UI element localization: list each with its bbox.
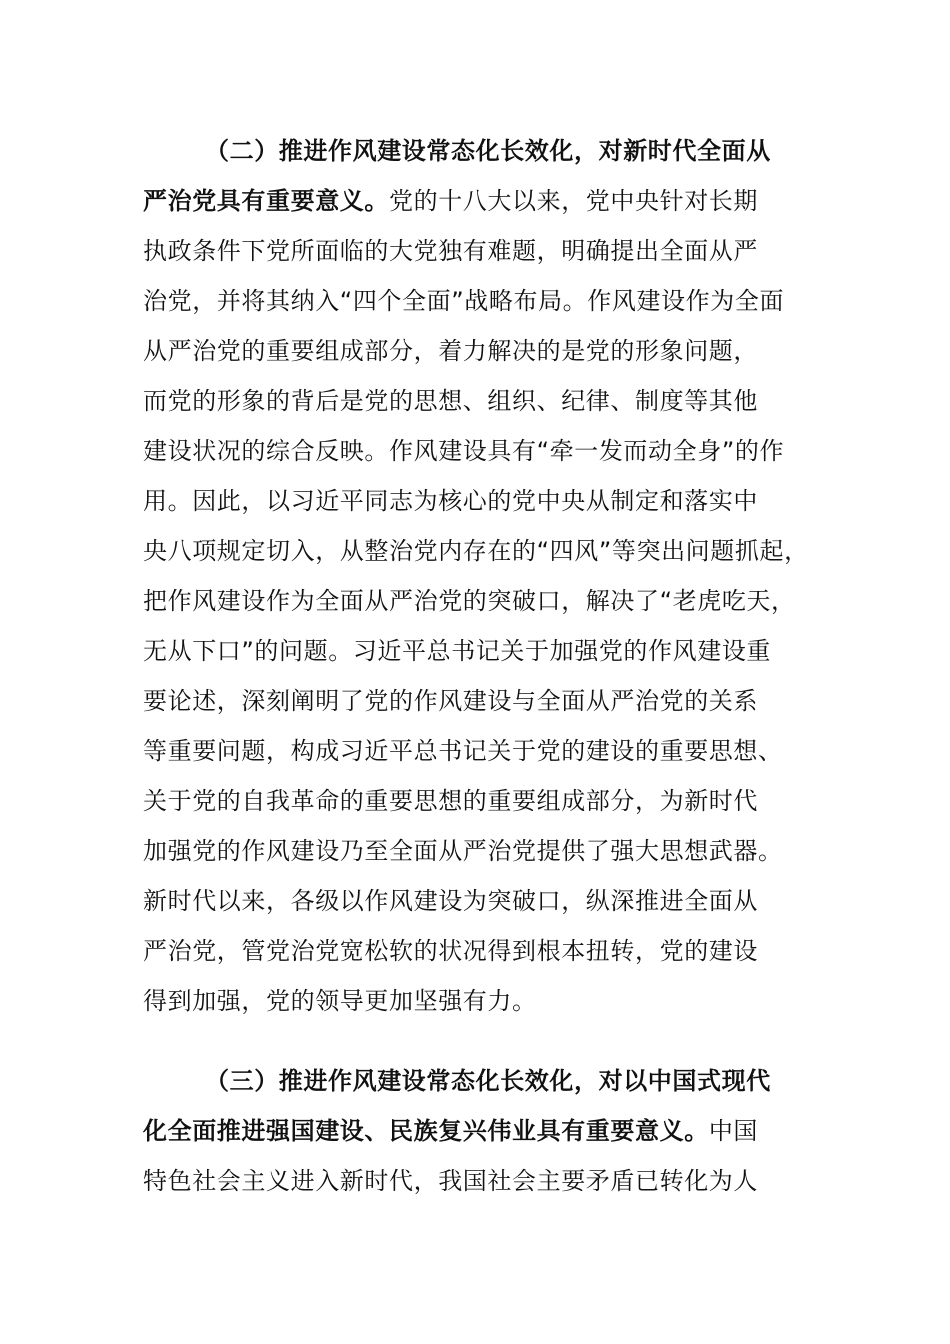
paragraph-line [143,984,537,1018]
paragraph-heading-line [205,1064,771,1098]
paragraph-heading-line [205,134,771,168]
body-text: 加强党的作风建设乃至全面从严治党提供了强大思想武器。 [143,837,783,865]
paragraph-line [143,884,758,918]
bold-text: （二）推进作风建设常态化长效化，对新时代全面从 [205,137,771,165]
paragraph-line [143,684,758,718]
paragraph-line [143,584,796,618]
paragraph-line [143,934,758,968]
paragraph-line [143,784,758,818]
bold-text: （三）推进作风建设常态化长效化，对以中国式现代 [205,1067,771,1095]
bold-text: 严治党具有重要意义。 [143,187,389,215]
paragraph-line [143,384,758,418]
body-text: 要论述，深刻阐明了党的作风建设与全面从严治党的关系 [143,687,758,715]
body-text: 用。因此，以习近平同志为核心的党中央从制定和落实中 [143,487,758,515]
body-text: 新时代以来，各级以作风建设为突破口，纵深推进全面从 [143,887,758,915]
body-text: 严治党，管党治党宽松软的状况得到根本扭转，党的建设 [143,937,758,965]
paragraph-line [143,434,784,468]
paragraph-line [143,484,758,518]
paragraph-line [143,1164,758,1198]
body-text: 中国 [708,1117,759,1145]
paragraph-line [143,1114,758,1148]
body-text: 无从下口”的问题。习近平总书记关于加强党的作风建设重 [143,637,772,665]
body-text: 关于党的自我革命的重要思想的重要组成部分，为新时代 [143,787,758,815]
body-text: 得到加强，党的领导更加坚强有力。 [143,987,537,1015]
body-text: 从严治党的重要组成部分，着力解决的是党的形象问题， [143,337,758,365]
body-text: 治党，并将其纳入“四个全面”战略布局。作风建设作为全面 [143,287,785,315]
paragraph-line [143,334,758,368]
body-text: 党的十八大以来，党中央针对长期 [389,187,758,215]
paragraph-line [143,284,784,318]
paragraph-line [143,534,809,568]
body-text: 把作风建设作为全面从严治党的突破口，解决了“老虎吃天， [143,587,796,615]
body-text: 建设状况的综合反映。作风建设具有“牵一发而动全身”的作 [143,437,785,465]
body-text: 等重要问题，构成习近平总书记关于党的建设的重要思想、 [143,737,783,765]
paragraph-line [143,234,758,268]
body-text: 特色社会主义进入新时代，我国社会主要矛盾已转化为人 [143,1167,758,1195]
body-text: 执政条件下党所面临的大党独有难题，明确提出全面从严 [143,237,758,265]
paragraph-line [143,834,783,868]
bold-text: 化全面推进强国建设、民族复兴伟业具有重要意义。 [143,1117,709,1145]
paragraph-line [143,184,758,218]
paragraph-line [143,634,771,668]
paragraph-line [143,734,783,768]
body-text: 而党的形象的背后是党的思想、组织、纪律、制度等其他 [143,387,758,415]
body-text: 央八项规定切入，从整治党内存在的“四风”等突出问题抓起， [143,537,809,565]
